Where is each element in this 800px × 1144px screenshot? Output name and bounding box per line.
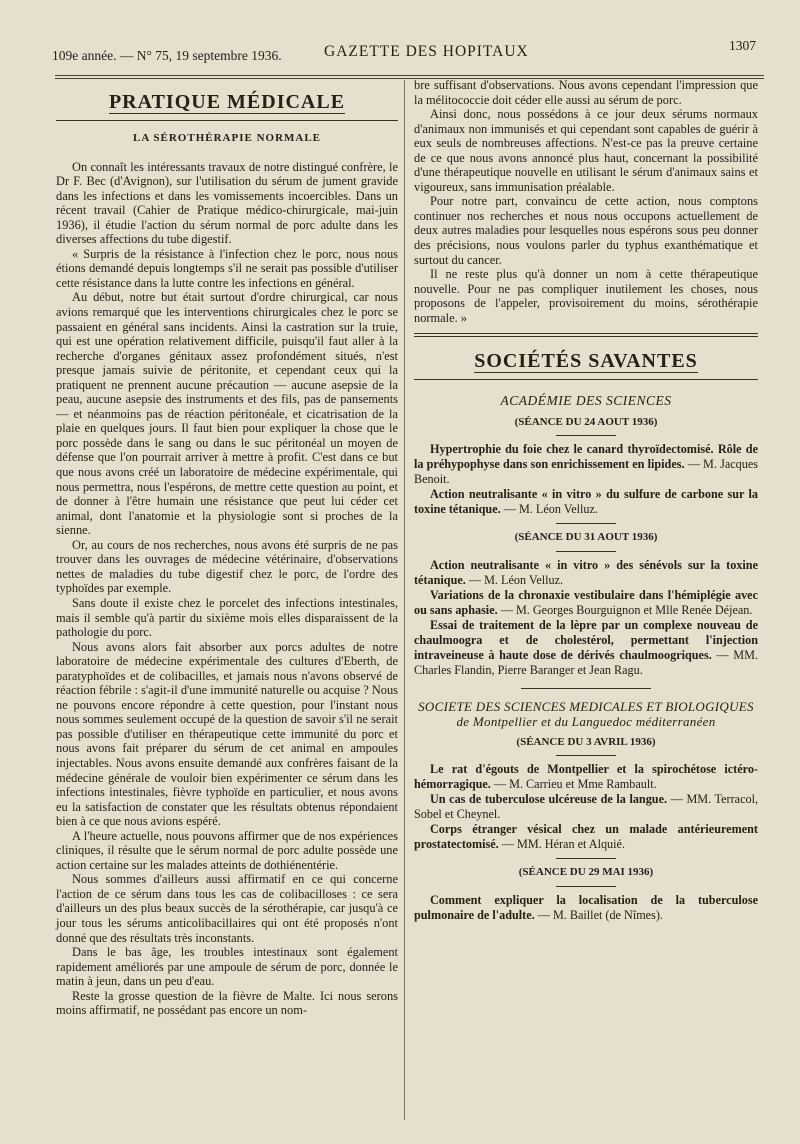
- paragraph: On connaît les intéressants travaux de notre distingué confrère, le Dr F. Bec (d'Avignon), sur l'utilisation du sérum de jument gravide dans les infections et dans les vomissements incoercibles. Dans un récent travail (Cahier de Pratique médico-chirurgicale, mai-juin 1936), il étudie l'action du sérum normal de porc adulte dans les diverses affections du tube digestif.: [56, 159, 398, 247]
- paragraph: Nous avons alors fait absorber aux porcs adultes de notre laboratoire de médecine expérimentale des cultures d'Eberth, de paratyphoïdes et de colibacilles, et jamais nous n'avons observé de réaction fébrile : s'agit-il d'une immunité naturelle ou acquise ? Nous ne pouvons encore répondre à cette question, pour l'instant nous nous sommes seulement occupé de la question de savoir s'il ne serait pas possible d'utiliser en thérapeutique cette immunité du porc et nous avons fait préparer du sérum de cet animal en ampoules injectables. Nous avons ensuite demandé aux confrères faisant de la médecine générale de vouloir bien expérimenter ce sérum dans les infections intestinales, fièvre typhoïde en particulier, et nous avons eu la satisfaction de constater que les résultats obtenus répondaient bien à ce que nous avions espéré.: [56, 639, 398, 829]
- paragraph: Au début, notre but était surtout d'ordre chirurgical, car nous avions remarqué que les interventions chirurgicales chez le porc se passaient en général sans incidents. Ainsi la castration sur la truie, qui est une opération relativement difficile, puisqu'il faut aller à la recherche d'organes génitaux assez profondément situés, n'est presque jamais suivie de péritonite, et cependant ceux qui la pratiquent ne prennent aucune précaution — aucune asepsie de la peau, aucune asepsie des instruments et des fils, pas de pansements — et néanmoins pas de réaction péritonéale, et cicatrisation de la plaie en quelques jours. Il faut bien pour expliquer la chose que le porc possède dans le sang ou dans le suc péritonéal un moyen de défense que l'on pourrait arriver à mettre à profit. C'est dans ce but que nous avons créé un laboratoire de médecine expérimentale, qui nous permettra, nous l'espérons, de mettre cette question au point, et de donner à l'être humain une résistance que peut lui céder cet animal, dont l'anatomie et la physiologie sont si proches de la sienne.: [56, 290, 398, 538]
- section-divider: [414, 333, 758, 337]
- section-rule: [56, 120, 398, 121]
- paragraph: bre suffisant d'observations. Nous avons cependant l'impression que la mélitococcie doit céder elle aussi au sérum de porc.: [414, 78, 758, 107]
- short-rule: [556, 435, 616, 436]
- left-column: [56, 78, 398, 1018]
- session-date: (SÉANCE DU 24 AOUT 1936): [514, 415, 658, 428]
- society-subheading: de Montpellier et du Languedoc méditerranéen: [456, 713, 716, 729]
- short-rule: [556, 523, 616, 524]
- communication-item: Le rat d'égouts de Montpellier et la spirochétose ictéro-hémorragique. — M. Carrieu et Mme Rambault.: [414, 762, 758, 792]
- section-title-pratique: PRATIQUE MÉDICALE: [108, 91, 346, 113]
- paragraph: A l'heure actuelle, nous pouvons affirmer que de nos expériences cliniques, il résulte que le sérum normal de porc adulte possède une action certaine sur les malades atteints de dothiénentérie.: [56, 828, 398, 872]
- short-rule: [556, 755, 616, 756]
- journal-title: GAZETTE DES HOPITAUX: [324, 43, 529, 60]
- column-divider: [404, 80, 405, 1120]
- section-rule: [414, 379, 758, 380]
- short-rule: [556, 858, 616, 859]
- paragraph: « Surpris de la résistance à l'infection chez le porc, nous nous étions demandé depuis longtemps s'il ne serait pas possible d'utiliser cette résistance dans la lutte contre les infections en général.: [56, 246, 398, 290]
- communication-item: Corps étranger vésical chez un malade antérieurement prostatectomisé. — MM. Héran et Alquié.: [414, 822, 758, 852]
- communication-item: Essai de traitement de la lèpre par un complexe nouveau de chaulmoogra et de cholestérol, permettant l'injection intraveineuse à haute dose de dérivés chaulmoogriques. — MM. Charles Flandin, Pierre Baranger et Jean Ragu.: [414, 617, 758, 677]
- paragraph: Dans le bas âge, les troubles intestinaux sont également rapidement améliorés par une ampoule de sérum de porc, donnée le matin à jeun, dans un peu d'eau.: [56, 945, 398, 989]
- paragraph: Reste la grosse question de la fièvre de Malte. Ici nous serons moins affirmatif, ne possédant pas encore un nom-: [56, 988, 398, 1018]
- mid-rule: [521, 688, 651, 689]
- paragraph: Ainsi donc, nous possédons à ce jour deux sérums normaux d'animaux non immunisés et qui cependant sont capables de guérir à eux seuls de nombreuses affections. N'est-ce pas la preuve certaine de ce que nous avons annoncé plus haut, concernant la possibilité d'une thérapeutique nouvelle en utilisant le sérum d'animaux sains et vigoureux, sans immunisation préalable.: [414, 107, 758, 194]
- issue-line: 109e année. — N° 75, 19 septembre 1936.: [52, 48, 282, 63]
- paragraph: Nous sommes d'ailleurs aussi affirmatif en ce qui concerne l'action de ce sérum dans tous les cas de colibacilloses : ce sera d'ailleurs un des plus beaux succès de la sérothérapie, car jusqu'à ce jour tous les sérums anticolibacillaires qui ont été proposés n'ont donné que des résultats très inconstants.: [56, 872, 398, 945]
- right-column: [414, 78, 758, 923]
- article-title: LA SÉROTHÉRAPIE NORMALE: [132, 132, 322, 144]
- session-date: (SÉANCE DU 29 MAI 1936): [518, 866, 654, 879]
- communication-item: Variations de la chronaxie vestibulaire dans l'hémiplégie avec ou sans aphasie. — M. Georges Bourguignon et Mlle Renée Déjean.: [414, 587, 758, 617]
- communication-item: Hypertrophie du foie chez le canard thyroïdectomisé. Rôle de la préhypophyse dans son enrichissement en lipides. — M. Jacques Benoit.: [414, 442, 758, 487]
- communication-item: Action neutralisante « in vitro » des sénévols sur la toxine tétanique. — M. Léon Velluz.: [414, 557, 758, 587]
- communication-item: Comment expliquer la localisation de la tuberculose pulmonaire de l'adulte. — M. Baillet (de Nîmes).: [414, 893, 758, 923]
- session-date: (SÉANCE DU 3 AVRIL 1936): [516, 735, 656, 748]
- academy-heading: ACADÉMIE DES SCIENCES: [500, 393, 672, 409]
- society-heading: SOCIETE DES SCIENCES MEDICALES ET BIOLOGIQUES: [418, 698, 754, 714]
- communication-item: Un cas de tuberculose ulcéreuse de la langue. — MM. Terracol, Sobel et Cheynel.: [414, 792, 759, 822]
- session-date: (SÉANCE DU 31 AOUT 1936): [514, 531, 658, 544]
- paragraph: Pour notre part, convaincu de cette action, nous comptons continuer nos recherches et nous nous occupons actuellement de deux autres maladies pour lesquelles nous espérons sous peu donner des précisions, nous voulons parler du typhus exanthématique et surtout du cancer.: [414, 194, 758, 267]
- section-title-societes: SOCIÉTÉS SAVANTES: [474, 350, 698, 373]
- paragraph: Or, au cours de nos recherches, nous avons été surpris de ne pas trouver dans les ouvrages de médecine vétérinaire, d'observations nettes de maladies du tube digestif chez le porc, de l'ordre des typhoïdes par exemple.: [56, 537, 398, 596]
- communication-item: Action neutralisante « in vitro » du sulfure de carbone sur la toxine tétanique. — M. Léon Velluz.: [414, 487, 758, 517]
- paragraph: Il ne reste plus qu'à donner un nom à cette thérapeutique nouvelle. Pour ne pas compliquer inutilement les choses, nous proposons de l'appeler, provisoirement du moins, sérothérapie normale. »: [414, 267, 758, 325]
- paragraph: Sans doute il existe chez le porcelet des infections intestinales, mais il semble qu'à partir du sixième mois elles disparaissent de la pathologie du porc.: [56, 595, 398, 640]
- short-rule: [556, 886, 616, 887]
- short-rule: [556, 551, 616, 552]
- page-number: 1307: [729, 38, 756, 53]
- running-header: [52, 38, 756, 72]
